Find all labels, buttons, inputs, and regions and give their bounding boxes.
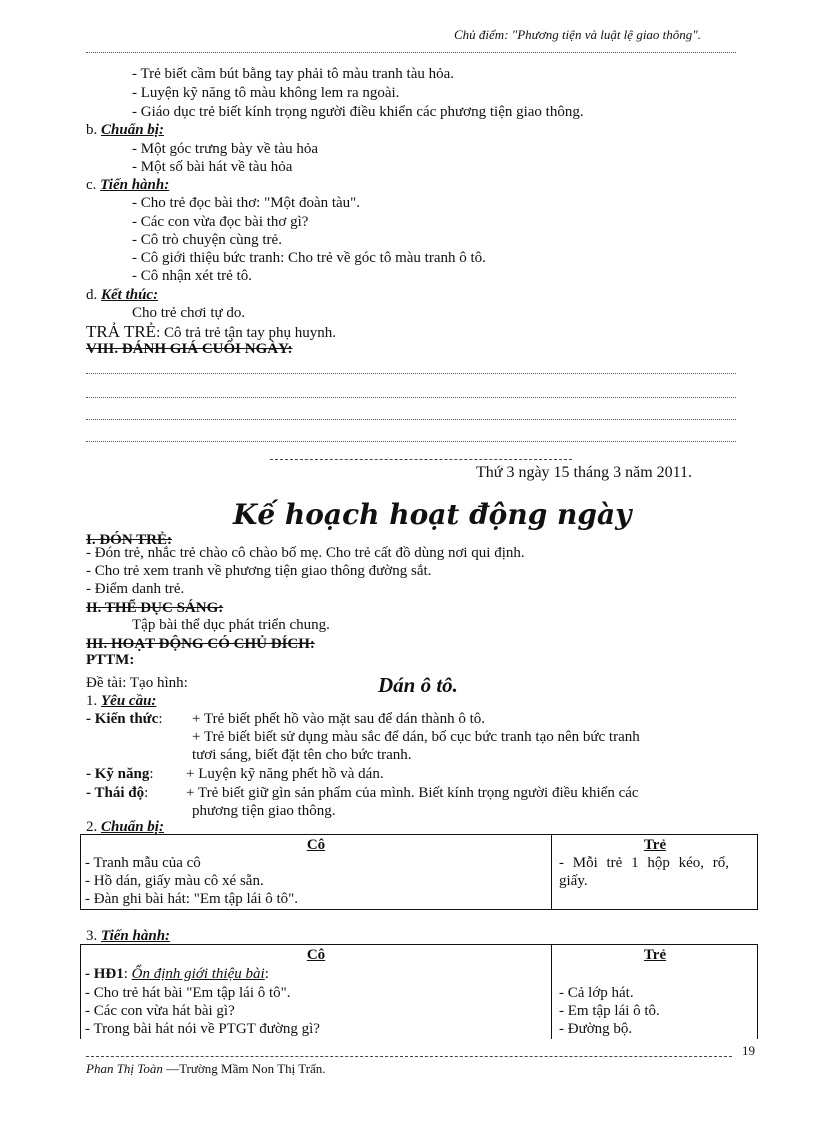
activity-one-label: - HĐ1: [85, 966, 124, 982]
tra-tre-line: [86, 323, 336, 342]
table-cell: - Đường bộ.: [559, 1021, 633, 1037]
procedure-table: [80, 944, 758, 1039]
pttm-label: PTTM:: [86, 652, 135, 668]
table-cell: - Mỗi trẻ 1 hộp kéo, rổ,: [559, 855, 729, 871]
preparation-table: [80, 834, 758, 910]
procedure-number: 3.: [86, 928, 98, 944]
page-header: Chủ điểm: "Phương tiện và luật lệ giao thông".: [454, 27, 701, 42]
activity-one-text: Ổn định giới thiệu bài: [131, 966, 265, 982]
tra-tre-text: : Cô trả trẻ tận tay phụ huynh.: [156, 325, 337, 341]
knowledge-line: tươi sáng, biết đặt tên cho bức tranh.: [192, 747, 412, 763]
table-cell: giấy.: [559, 873, 588, 889]
skill-text: + Luyện kỹ năng phết hồ và dán.: [186, 766, 384, 782]
activity-one-end: :: [264, 966, 269, 982]
knowledge-label-line: [86, 711, 163, 728]
tra-tre-label: TRẢ TRẺ: [86, 322, 157, 341]
footer-school: —Trường Mầm Non Thị Trấn.: [166, 1061, 326, 1076]
requirements-number: 1.: [86, 693, 98, 709]
procedure-title: Tiến hành:: [101, 928, 171, 944]
section-c-label: c.: [86, 177, 97, 193]
section-d-title: Kết thúc:: [101, 287, 159, 303]
knowledge-label: - Kiến thức: [86, 711, 159, 727]
section-c-item: - Cô nhận xét trẻ tô.: [132, 268, 252, 284]
date-line: Thứ 3 ngày 15 tháng 3 năm 2011.: [476, 464, 693, 481]
footer-author: Phan Thị Toàn: [86, 1061, 163, 1076]
activity-one-line: [85, 966, 269, 983]
skill-label: - Kỹ năng: [86, 766, 150, 782]
requirements-heading: [86, 693, 156, 710]
attitude-line: + Trẻ biết giữ gìn sản phẩm của mình. Biết kính trọng người điều khiển các: [186, 785, 639, 801]
section-d-heading: [86, 287, 158, 304]
section-i-item: - Đón trẻ, nhắc trẻ chào cô chào bố mẹ. Cho trẻ cất đồ dùng nơi qui định.: [86, 545, 525, 561]
table-cell: - Em tập lái ô tô.: [559, 1003, 660, 1019]
table-cell: - Cả lớp hát.: [559, 985, 634, 1001]
section-c-item: - Cho trẻ đọc bài thơ: "Một đoàn tàu".: [132, 195, 361, 211]
preparation-number: 2.: [86, 819, 98, 835]
section-viii-title: VIII. ĐÁNH GIÁ CUỐI NGÀY:: [86, 341, 293, 357]
section-b-item: - Một số bài hát về tàu hỏa: [132, 159, 293, 175]
section-b-heading: [86, 122, 164, 139]
attitude-label: - Thái độ: [86, 785, 145, 801]
section-ii-text: Tập bài thể dục phát triển chung.: [132, 617, 330, 633]
requirements-title: Yêu cầu:: [101, 693, 157, 709]
section-c-heading: [86, 177, 169, 194]
knowledge-colon: :: [158, 711, 163, 727]
evaluation-line: [86, 419, 736, 420]
section-b-label: b.: [86, 122, 98, 138]
section-c-item: - Cô trò chuyện cùng trẻ.: [132, 232, 282, 248]
table-column-divider: [551, 945, 552, 1039]
skill-colon: :: [149, 766, 154, 782]
section-i-item: - Điểm danh trẻ.: [86, 581, 185, 597]
table-column-divider: [551, 835, 552, 909]
attitude-colon: :: [144, 785, 149, 801]
section-c-item: - Các con vừa đọc bài thơ gì?: [132, 214, 309, 230]
table-header-children: Trẻ: [643, 837, 667, 853]
attitude-label-line: [86, 785, 148, 802]
evaluation-line: [86, 441, 736, 442]
section-d-label: d.: [86, 287, 98, 303]
knowledge-line: + Trẻ biết phết hồ vào mặt sau để dán thành ô tô.: [192, 711, 485, 727]
section-iii-title: III. HOẠT ĐỘNG CÓ CHỦ ĐÍCH:: [86, 636, 315, 652]
section-separator: [270, 459, 572, 460]
section-i-title: I. ĐÓN TRẺ:: [86, 532, 172, 548]
table-cell: - Trong bài hát nói về PTGT đường gì?: [85, 1021, 320, 1037]
activity-one-colon: :: [123, 966, 132, 982]
header-divider: [86, 52, 736, 53]
table-header-children: Trẻ: [643, 947, 667, 963]
evaluation-line: [86, 373, 736, 374]
section-c-title: Tiến hành:: [100, 177, 170, 193]
page-number: 19: [742, 1043, 755, 1058]
topic-label: Đề tài: Tạo hình:: [86, 675, 188, 691]
preparation-title: Chuẩn bị:: [101, 819, 164, 835]
table-header-teacher: Cô: [306, 947, 326, 963]
section-i-item: - Cho trẻ xem tranh về phương tiện giao thông đường sắt.: [86, 563, 432, 579]
section-d-text: Cho trẻ chơi tự do.: [132, 305, 246, 321]
section-c-item: - Cô giới thiệu bức tranh: Cho trẻ về góc tô màu tranh ô tô.: [132, 250, 486, 266]
topic-name: Dán ô tô.: [378, 673, 458, 697]
table-header-teacher: Cô: [306, 837, 326, 853]
section-b-title: Chuẩn bị:: [101, 122, 164, 138]
table-cell: - Tranh mẫu của cô: [85, 855, 201, 871]
section-b-item: - Một góc trưng bày về tàu hỏa: [132, 141, 318, 157]
attitude-line: phương tiện giao thông.: [192, 803, 336, 819]
section-a-item: - Giáo dục trẻ biết kính trọng người điều khiển các phương tiện giao thông.: [132, 104, 584, 120]
section-ii-title: II. THỂ DỤC SÁNG:: [86, 600, 224, 616]
evaluation-line: [86, 397, 736, 398]
plan-title: Kế hoạch hoạt động ngày: [233, 498, 632, 531]
procedure-heading: [86, 928, 170, 945]
table-cell: - Cho trẻ hát bài "Em tập lái ô tô".: [85, 985, 291, 1001]
table-cell: - Đàn ghi bài hát: "Em tập lái ô tô".: [85, 891, 299, 907]
section-a-item: - Luyện kỹ năng tô màu không lem ra ngoài.: [132, 85, 400, 101]
knowledge-line: + Trẻ biết biết sử dụng màu sắc để dán, bố cục bức tranh tạo nên bức tranh: [192, 729, 640, 745]
section-a-item: - Trẻ biết cầm bút bằng tay phải tô màu tranh tàu hỏa.: [132, 66, 455, 82]
table-cell: - Các con vừa hát bài gì?: [85, 1003, 235, 1019]
skill-label-line: [86, 766, 154, 783]
table-cell: - Hồ dán, giấy màu cô xé sẵn.: [85, 873, 264, 889]
footer-divider: [86, 1056, 732, 1057]
footer-text: [86, 1060, 326, 1077]
